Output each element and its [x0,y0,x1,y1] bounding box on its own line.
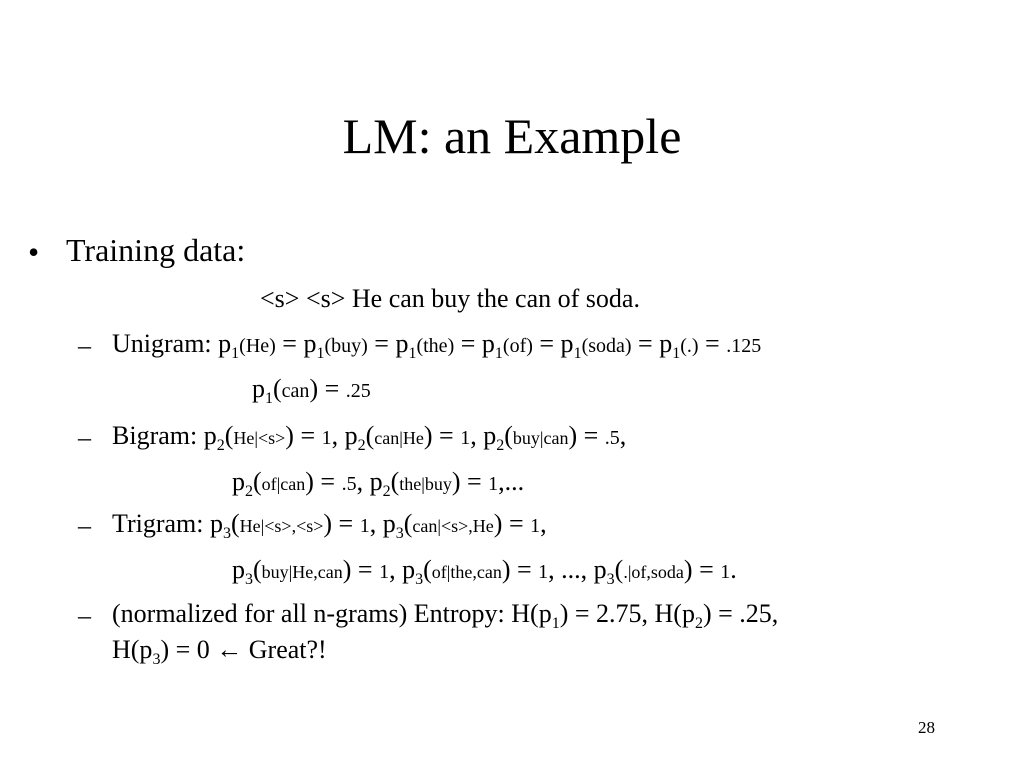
formula-text: ) = [451,467,489,496]
formula-text: = p [275,329,317,358]
bigram-formula-1 [203,421,627,454]
subscript-index: 2 [496,437,505,454]
formula-text: .125 [726,335,762,357]
unigram-formula-1 [218,329,762,362]
unigram-line-1 [112,329,762,362]
formula-text: buy|He,can [261,562,343,582]
subscript-index: 2 [245,483,253,500]
trigram-line-1 [112,509,547,542]
formula-text: H(p [112,635,153,664]
subscript-index: 2 [216,437,225,454]
formula-text: (.) [680,335,699,357]
formula-text: (the) [416,335,455,357]
formula-text: ( [224,421,234,450]
training-data-label: Training data: [66,232,246,268]
formula-text: , p [369,509,396,538]
subscript-index: 1 [573,345,582,362]
formula-text: p [232,467,245,496]
formula-text: .25 [345,380,371,402]
formula-text: 1 [530,515,541,537]
subscript-index: 1 [316,345,325,362]
subscript-index: 2 [357,437,366,454]
formula-text: ) = [323,509,360,538]
dash-marker: – [78,511,91,540]
formula-text: the|buy [399,474,452,494]
page-number: 28 [918,718,935,737]
bigram-line-1 [112,421,627,454]
formula-text: ) = [568,421,605,450]
formula-text: ) = [309,374,346,403]
formula-text: ( [504,421,513,450]
subscript-index: 1 [231,345,240,362]
formula-text: (buy) [324,335,368,357]
formula-text: (He) [239,335,276,357]
formula-text: ) = [423,421,461,450]
formula-text: . [730,555,737,584]
formula-text: He|<s>,<s> [239,516,324,536]
formula-text: 1 [321,427,332,449]
subscript-index: 1 [551,615,560,632]
formula-text: , p [331,421,358,450]
trigram-line-2 [232,555,737,588]
dash-marker: – [78,331,91,360]
trigram-formula-2 [232,555,737,588]
formula-text: , p [470,421,497,450]
entropy-line-1 [112,599,779,632]
entropy-formula-2 [112,635,327,668]
formula-text: can|<s>,He [412,516,494,536]
formula-text: 1 [379,561,390,583]
trigram-formula-1 [210,509,547,542]
formula-text: ( [390,467,400,496]
subscript-index: 3 [152,651,161,668]
entropy-line-2 [112,635,327,668]
formula-text: ) = [501,555,539,584]
formula-text: 1 [359,515,370,537]
subscript-index: 2 [694,615,703,632]
formula-text: = p [454,329,495,358]
subscript-index: 1 [408,345,417,362]
formula-text: ( [403,509,413,538]
unigram-label: Unigram: [112,329,219,358]
formula-text: can|He [374,428,424,448]
bigram-line-2 [232,467,525,500]
unigram-formula-2 [252,374,371,407]
formula-text: 1 [538,561,549,583]
subscript-index: 3 [223,525,231,542]
formula-text: ) = 0 ← Great?! [160,635,327,664]
formula-text: ( [365,421,375,450]
subscript-index: 2 [382,483,391,500]
bigram-label: Bigram: [112,421,204,450]
formula-text: (of) [502,335,533,357]
formula-text: (soda) [581,335,632,357]
formula-text: ( [614,555,624,584]
trigram-label: Trigram: [112,509,210,538]
subscript-index: 3 [415,571,424,588]
bullet-dot: • [28,234,40,270]
formula-text: p [232,555,245,584]
slide-title: LM: an Example [342,108,682,164]
formula-text: ( [423,555,432,584]
entropy-formula-1 [112,599,779,632]
subscript-index: 3 [395,525,404,542]
formula-text: = [698,329,727,358]
formula-text: ( [231,509,240,538]
training-sentence: <s> <s> He can buy the can of soda. [260,284,640,313]
formula-text: p [252,374,265,403]
formula-text: can [281,380,310,402]
subscript-index: 1 [494,345,503,362]
formula-text: 1 [488,473,499,495]
dash-marker: – [78,423,91,452]
subscript-index: 1 [265,390,273,407]
formula-text: , [540,509,547,538]
formula-text: ) = 2.75, H(p [559,599,695,628]
formula-text: ( [273,374,282,403]
formula-text: of|the,can [431,562,502,582]
formula-text: ) = [493,509,531,538]
formula-text: ) = [285,421,322,450]
subscript-index: 1 [672,345,681,362]
formula-text: buy|can [512,428,569,448]
formula-text: = p [532,329,574,358]
subscript-index: 3 [606,571,615,588]
subscript-index: 3 [245,571,253,588]
formula-text: 1 [720,561,731,583]
formula-text: , p [389,555,416,584]
formula-text: .|of,soda [623,562,684,582]
formula-text: He|<s> [233,428,286,448]
bigram-formula-2 [232,467,525,500]
formula-text: ) = [305,467,342,496]
formula-text: ( [253,467,262,496]
formula-text: , p [356,467,383,496]
unigram-line-2 [252,374,371,407]
formula-text: p [218,329,232,358]
formula-text: (normalized for all n-grams) Entropy: H(p [112,599,552,628]
formula-text: ,... [498,467,525,496]
formula-text: .5 [341,473,357,495]
formula-text: of|can [261,474,306,494]
formula-text: ) = [683,555,721,584]
formula-text: ( [253,555,262,584]
formula-text: ) = [342,555,380,584]
formula-text: ) = .25, [702,599,779,628]
formula-text: p [203,421,217,450]
formula-text: 1 [460,427,471,449]
formula-text: p [210,509,223,538]
dash-marker: – [78,601,91,630]
formula-text: , [619,421,627,450]
formula-text: .5 [604,427,620,449]
formula-text: , ..., p [548,555,607,584]
formula-text: = p [631,329,673,358]
formula-text: = p [367,329,409,358]
